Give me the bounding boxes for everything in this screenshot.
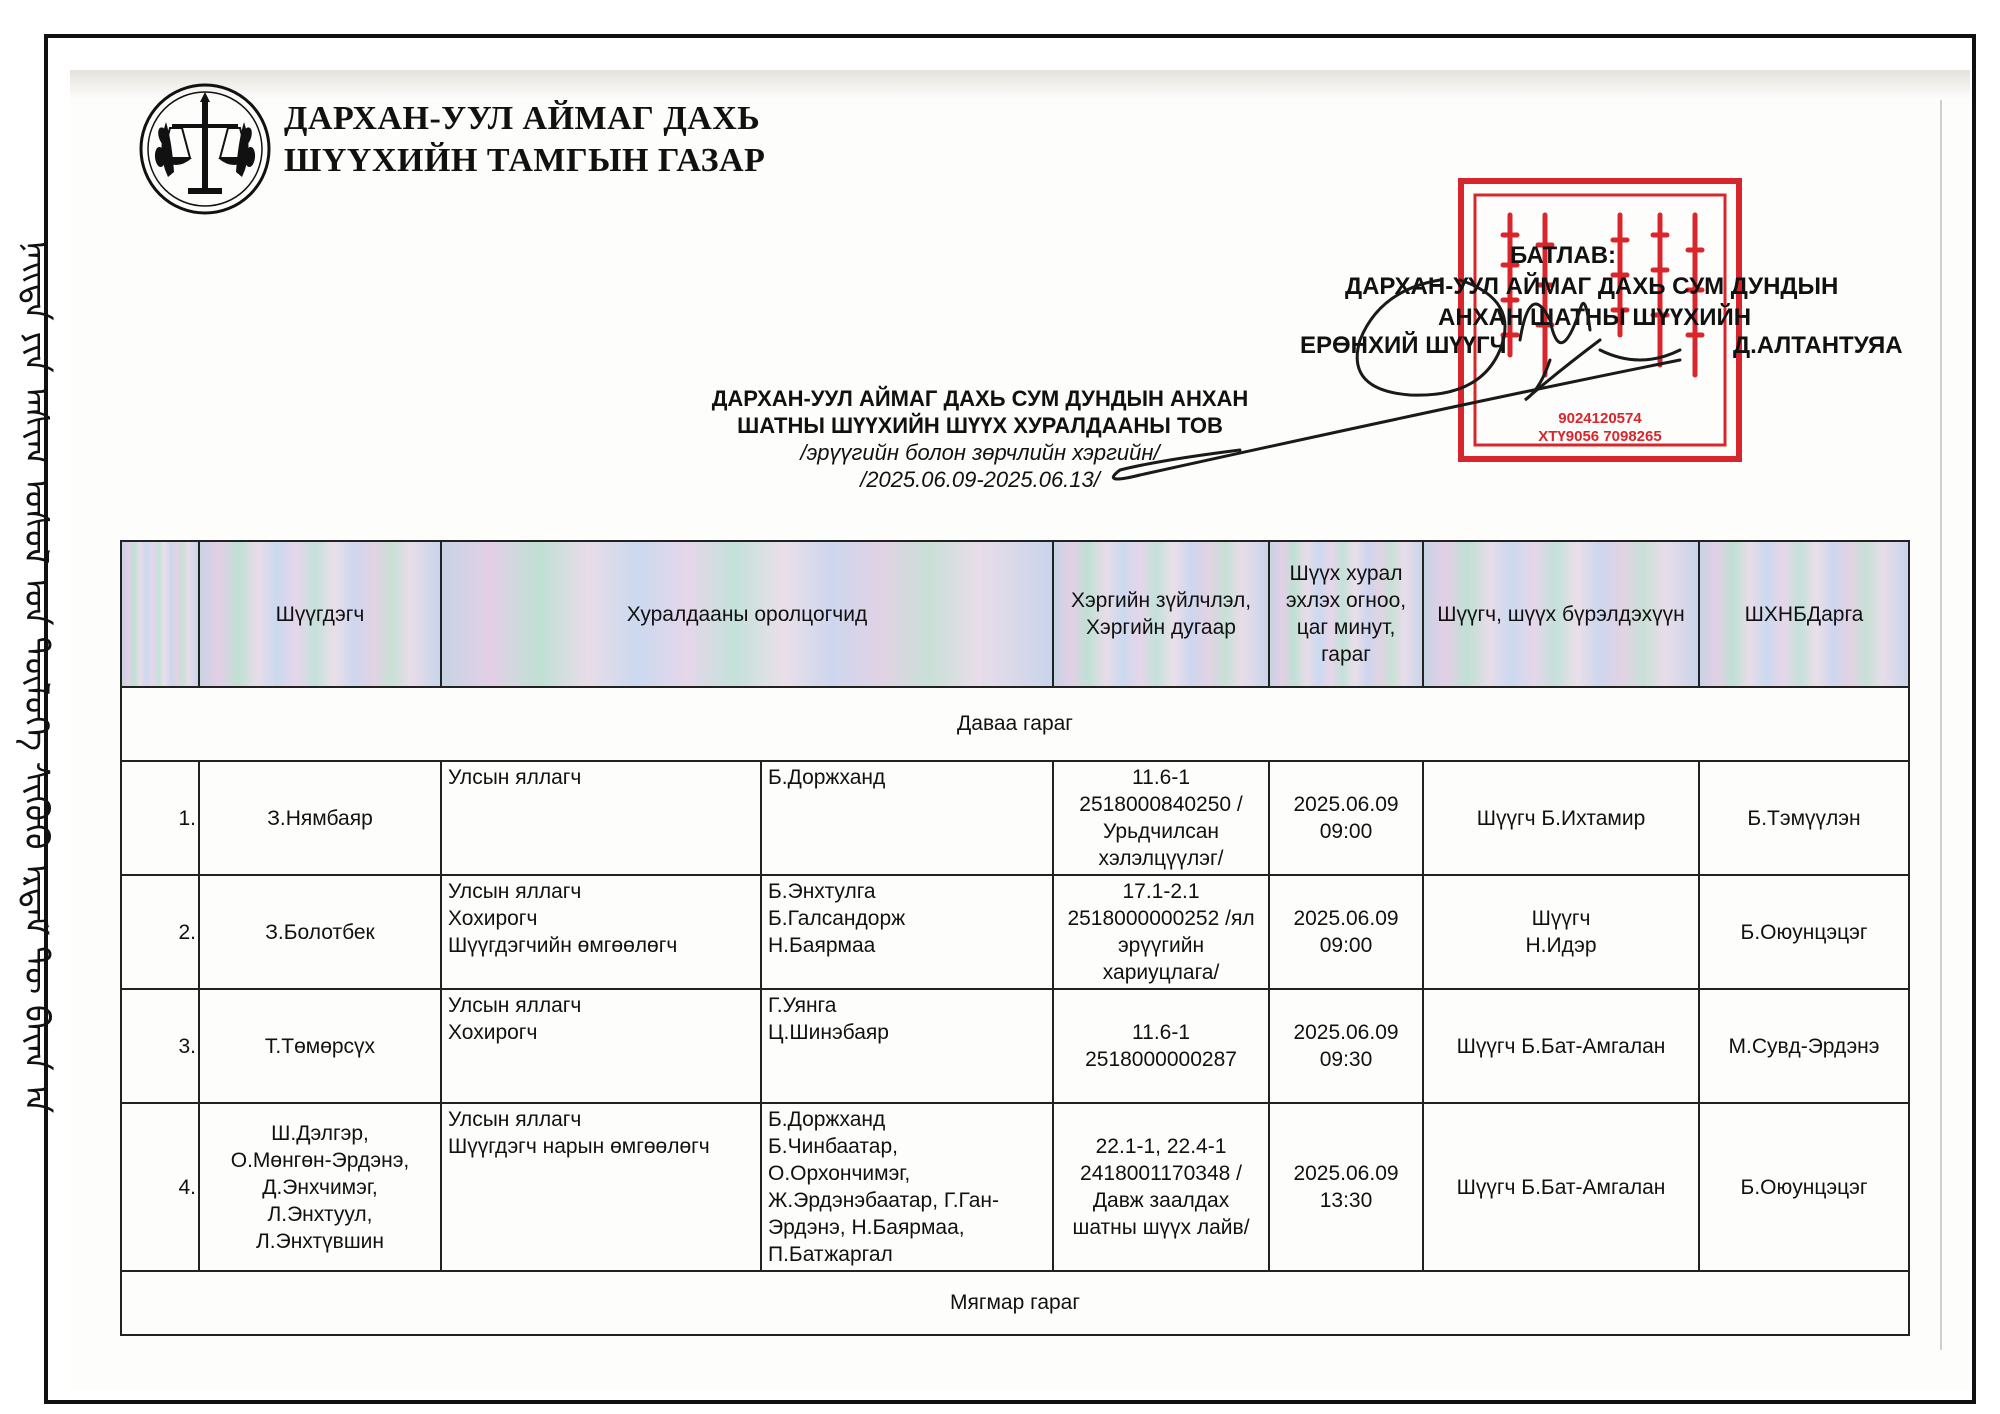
title-line-4: /2025.06.09-2025.06.13/ bbox=[860, 467, 1100, 492]
header-judge: Шүүгч, шүүх бүрэлдэхүүн bbox=[1423, 541, 1699, 687]
header-defendant: Шүүгдэгч bbox=[199, 541, 441, 687]
court-emblem-icon bbox=[138, 82, 272, 216]
title-line-1: ДАРХАН-УУЛ АЙМАГ ДАХЬ СУМ ДУНДЫН АНХАН bbox=[711, 386, 1249, 411]
participant-roles: Улсын яллагч bbox=[441, 761, 761, 875]
day-row bbox=[121, 1271, 1909, 1335]
table-row bbox=[121, 989, 1909, 1103]
row-number: 4. bbox=[121, 1103, 199, 1271]
participant-names: Б.Доржханд Б.Чинбаатар, О.Орхончимэг, Ж.Эрдэнэбаатар, Г.Ган- Эрдэнэ, Н.Баярмаа, П.Батжаргал bbox=[761, 1103, 1053, 1271]
participant-roles: Улсын яллагч Шүүгдэгч нарын өмгөөлөгч bbox=[441, 1103, 761, 1271]
defendant-cell: Т.Төмөрсүх bbox=[199, 989, 441, 1103]
approval-position: ЕРӨНХИЙ ШҮҮГЧ bbox=[1300, 332, 1507, 359]
header-case: Хэргийн зүйлчлэл, Хэргийн дугаар bbox=[1053, 541, 1269, 687]
scan-edge bbox=[1940, 100, 1942, 1350]
day-row bbox=[121, 687, 1909, 761]
clerk-cell: М.Сувд-Эрдэнэ bbox=[1699, 989, 1909, 1103]
organization-name bbox=[284, 98, 765, 182]
header-participants: Хуралдааны оролцогчид bbox=[441, 541, 1053, 687]
hearing-schedule-table bbox=[120, 540, 1910, 1336]
scan-shadow bbox=[70, 70, 1970, 100]
approval-heading: БАТЛАВ: bbox=[1510, 242, 1617, 269]
vertical-motto-text: ᠨᠡᠢᠲᠡ ᠶᠢᠨ ᠠᠰᠢᠭ ᠤᠰᠤᠯ ᠤᠨ ᠲᠥᠯᠦᠭᠡ ᠰᠢᠭᠦᠬᠦ ᠡᠷᠳᠡᠮ ᠲᠦ ᠪᠠᠶ᠋ᠠᠨ ᠠ bbox=[16, 236, 56, 1114]
datetime-cell: 2025.06.09 13:30 bbox=[1269, 1103, 1423, 1271]
defendant-cell: З.Болотбек bbox=[199, 875, 441, 989]
table-row bbox=[121, 1103, 1909, 1271]
stamp-number-1: 9024120574 bbox=[1558, 410, 1642, 427]
row-number: 1. bbox=[121, 761, 199, 875]
header-clerk: ШХНБДарга bbox=[1699, 541, 1909, 687]
schedule-title bbox=[680, 385, 1280, 493]
title-line-3: /эрүүгийн болон зөрчлийн хэргийн/ bbox=[800, 440, 1160, 465]
header-number bbox=[121, 541, 199, 687]
row-number: 3. bbox=[121, 989, 199, 1103]
participant-roles: Улсын яллагч Хохирогч Шүүгдэгчийн өмгөөлөгч bbox=[441, 875, 761, 989]
vertical-motto bbox=[0, 200, 90, 1150]
judge-cell: Шүүгч Н.Идэр bbox=[1423, 875, 1699, 989]
approval-name: Д.АЛТАНТУЯА bbox=[1733, 332, 1903, 359]
org-line-1: ДАРХАН-УУЛ АЙМАГ ДАХЬ bbox=[284, 100, 761, 137]
clerk-cell: Б.Тэмүүлэн bbox=[1699, 761, 1909, 875]
table-row bbox=[121, 875, 1909, 989]
case-cell: 11.6-1 2518000840250 /Урьдчилсан хэлэлцүүлэг/ bbox=[1053, 761, 1269, 875]
clerk-cell: Б.Оюунцэцэг bbox=[1699, 1103, 1909, 1271]
approval-line-1: ДАРХАН-УУЛ АЙМАГ ДАХЬ СУМ ДУНДЫН bbox=[1345, 273, 1839, 300]
day-label: Мягмар гараг bbox=[121, 1271, 1909, 1335]
table-header-row bbox=[121, 541, 1909, 687]
participant-roles: Улсын яллагч Хохирогч bbox=[441, 989, 761, 1103]
case-cell: 22.1-1, 22.4-1 2418001170348 /Давж заалдах шатны шүүх лайв/ bbox=[1053, 1103, 1269, 1271]
case-cell: 11.6-1 2518000000287 bbox=[1053, 989, 1269, 1103]
datetime-cell: 2025.06.09 09:30 bbox=[1269, 989, 1423, 1103]
title-line-2: ШАТНЫ ШҮҮХИЙН ШҮҮХ ХУРАЛДААНЫ ТОВ bbox=[737, 413, 1223, 438]
judge-cell: Шүүгч Б.Бат-Амгалан bbox=[1423, 1103, 1699, 1271]
stamp-number-2: ХТҮ9056 7098265 bbox=[1538, 428, 1662, 445]
participant-names: Г.Уянга Ц.Шинэбаяр bbox=[761, 989, 1053, 1103]
day-label: Даваа гараг bbox=[121, 687, 1909, 761]
datetime-cell: 2025.06.09 09:00 bbox=[1269, 875, 1423, 989]
defendant-cell: Ш.Дэлгэр, О.Мөнгөн-Эрдэнэ, Д.Энхчимэг, Л.Энхтуул, Л.Энхтүвшин bbox=[199, 1103, 441, 1271]
defendant-cell: З.Нямбаяр bbox=[199, 761, 441, 875]
case-cell: 17.1-2.1 2518000000252 /ял эрүүгийн хариуцлага/ bbox=[1053, 875, 1269, 989]
datetime-cell: 2025.06.09 09:00 bbox=[1269, 761, 1423, 875]
row-number: 2. bbox=[121, 875, 199, 989]
org-line-2: ШҮҮХИЙН ТАМГЫН ГАЗАР bbox=[284, 142, 766, 179]
participant-names: Б.Энхтулга Б.Галсандорж Н.Баярмаа bbox=[761, 875, 1053, 989]
table-row bbox=[121, 761, 1909, 875]
header-start: Шүүх хурал эхлэх огноо, цаг минут, гараг bbox=[1269, 541, 1423, 687]
clerk-cell: Б.Оюунцэцэг bbox=[1699, 875, 1909, 989]
approval-line-2: АНХАН ШАТНЫ ШҮҮХИЙН bbox=[1438, 304, 1752, 331]
judge-cell: Шүүгч Б.Ихтамир bbox=[1423, 761, 1699, 875]
judge-cell: Шүүгч Б.Бат-Амгалан bbox=[1423, 989, 1699, 1103]
participant-names: Б.Доржханд bbox=[761, 761, 1053, 875]
